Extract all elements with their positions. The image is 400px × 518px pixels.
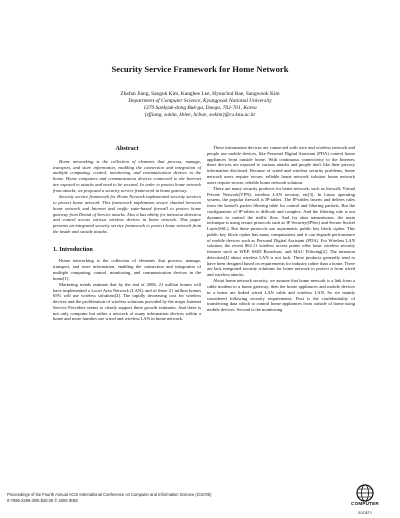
body-paragraph: These information devices are connected with wire and wireless network and people use mobile devices, like Personal Digital Assistant (PDA) control home appliances from outside home. With continuous connectivity to the Internet, these devices are exposed to various attacks and people don't like their privacy information disclosed. Because of wired and wireless security problems, home network users require secure, reliable home network solution home network users require secure, reliable home network solution.	[207, 145, 355, 185]
author-address: 1370 Sankyuk-dong Buk-gu, Daegu, 702-701, Korea	[143, 105, 257, 111]
copyright-line: 0-7695-2296-3/05 $20.00 © 2005 IEEE	[7, 497, 79, 503]
abstract-heading: Abstract	[115, 145, 139, 152]
abstract-section	[53, 146, 201, 235]
introduction-paragraph: Marketing trends estimate that by the end of 2006, 21 million homes will have implemented a Local Area Network (LAN), and of these 21 million homes 65% will use wireless solutions[2]. The rapidly decreasing cost for wireless devices and the proliferation of wireless solutions provided by the major Internet Service Providers seems to clearly support these growth estimates. And there is not only computer but rather a network of many information devices within a home and more families use wired and wireless LAN in home network.	[53, 281, 201, 322]
author-email: {zfjiang, sokim, khlee, hcbae, swkim}@cs.knu.ac.kr	[144, 112, 256, 118]
author-block	[0, 91, 400, 119]
paper-title: Security Service Framework for Home Network	[111, 64, 289, 74]
author-department: Department of Computer Science, Kyungpook National University	[128, 98, 272, 104]
proceedings-line: Proceedings of the Fourth Annual ACIS International Conference on Computer and Information Science (ICIS'05)	[7, 492, 212, 497]
introduction-heading: 1. Introduction	[53, 245, 93, 253]
logo-subtitle: SOCIETY	[358, 511, 372, 515]
introduction-section	[53, 247, 201, 323]
abstract-paragraph: Home networking is the collection of elements that process, manage, transport, and store information, enabling the connection and integration of multiple computing, control, monitoring, and communication devices in the home. Home computers and communication devices connected to the Internet are exposed to attacks and need to be secured. In order to protect home network from attacks, we proposed a security service framework in home gateway.	[53, 158, 201, 193]
abstract-paragraph: Security service framework for Home Network implemented security services to protect home network. This framework implements secure channel between home network and Internet and traffic state-based firewall to protect home gateway from Denial of Service attacks. Also it has ability for intrusion detection and control access various wireless devices in home network. This paper presents an integrated security service framework to protect home network from the inside and outside attacks.	[53, 194, 201, 234]
author-names: Zhefan Jiang, Sangok Kim, Kanghee Lee, Hyunchul Bae, Sangwook Kim	[120, 91, 280, 97]
body-paragraph: There are many security products for home network, such as firewall, Virtual Private Network(VPN), wireless LAN security, etc[3]. In Linux operating system, the popular firewall is IP-tables. The IP-tables inserts and deletes rules from the kernel's packet filtering table for control and filtering packets. But the configuration of IP-tables is difficult and complex. And the filtering rule is not dynamic to control the traffic flow. And for data transmission, the main technique is using secure protocols such as IP Security(IPSec) and Secure Socket Layer(SSL). But these protocols use asymmetric public key block cipher. This public key block cipher has many computations and it can degrade performance of mobile devices such as Personal Digital Assistant (PDA). For Wireless LAN solution, the recent 802.11 wireless access points offer basic wireless security features such as WEP, SSID Broadcast, and MAC Filtering[2]. The intrusion detection[4] about wireless LAN is not lack. These products generally tend to have been designed based on requirements for industry rather than a home. There are lack integrated security solutions for home network to protect it from wired and wireless attacks.	[207, 185, 356, 277]
page-footer	[7, 492, 211, 503]
left-column	[53, 142, 201, 322]
logo-title: COMPUTER	[351, 501, 379, 506]
body-paragraph: About home network security, we assume that home network is a link from a cable modem to a home gateway, then the home appliances and mobile devices in a home are linked wired LAN cable and wireless LAN. So we mainly considered following security requirements. First is the confidentiality of transferring data which to control home appliances from outside of home using mobile devices. Second is the monitoring	[207, 278, 355, 312]
right-column	[207, 145, 355, 313]
introduction-paragraph: Home networking is the collection of elements that process, manage, transport, and store information, enabling the connection and integration of multiple computing, control, monitoring, and communication devices in the home[1].	[53, 258, 201, 281]
